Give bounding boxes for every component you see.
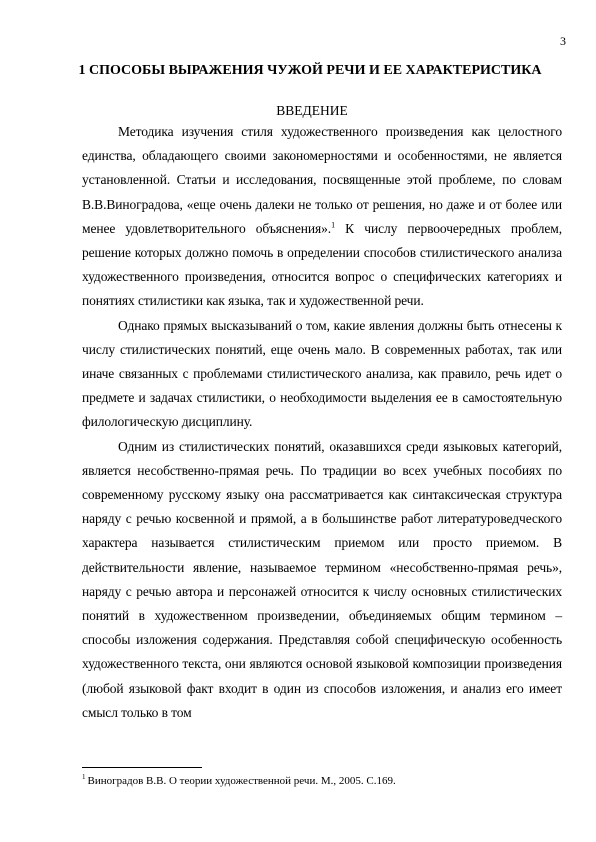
- paragraph-1-text-start: Методика изучения стиля художественного произведения как целостного единства, обладающего своими закономерностями и особенностями, не является установленной. Статьи и исследования, посвященные этой проблеме, по словам В.В.Виноградова, «еще очень далеки не только от решения, но даже и от более или менее удовлетворительного объяснения».: [82, 124, 562, 236]
- footnote: [82, 774, 562, 788]
- footnote-divider: [82, 767, 202, 768]
- chapter-title: 1 СПОСОБЫ ВЫРАЖЕНИЯ ЧУЖОЙ РЕЧИ И ЕЕ ХАРАКТЕРИСТИКА: [78, 63, 542, 78]
- footnote-text: Виноградов В.В. О теории художественной речи. М., 2005. С.169.: [87, 775, 396, 787]
- section-title: ВВЕДЕНИЕ: [276, 103, 348, 118]
- paragraph-1: [82, 120, 562, 314]
- footnote-number: 1: [82, 773, 86, 782]
- footnote-reference: 1: [331, 220, 335, 230]
- paragraph-2: Однако прямых высказываний о том, какие явления должны быть отнесены к числу стилистических понятий, еще очень мало. В современных работах, так или иначе связанных с проблемами стилистического анализа, как правило, речь идет о предмете и задачах стилистики, о необходимости выделения ее в самостоятельную филологическую дисциплину.: [82, 317, 562, 430]
- page-number: 3: [560, 34, 566, 48]
- paragraph-1-text-end: К числу первоочередных проблем, решение которых должно помочь в определении способов стилистического анализа художественного произведения, относится вопрос о специфических категориях и понятиях стилистики как языка, так и художественной речи.: [82, 220, 562, 309]
- paragraph-3: Одним из стилистических понятий, оказавшихся среди языковых категорий, является несобственно-прямая речь. По традиции во всех учебных пособиях по современному русскому языку она рассматривается как синтаксическая структура наряду с речью косвенной и прямой, а в большинстве работ литературоведческого характера называется стилистическим приемом или просто приемом. В действительности явление, называемое термином «несобственно-прямая речь», наряду с речью автора и персонажей относится к числу основных стилистических понятий в художественном произведении, объединяемых общим термином – способы изложения содержания. Представляя собой специфическую особенность художественного текста, они являются основой языковой композиции произведения (любой языковой факт входит в один из способов изложения, и анализ его имеет смысл только в том: [82, 438, 562, 720]
- body-text: [82, 120, 562, 725]
